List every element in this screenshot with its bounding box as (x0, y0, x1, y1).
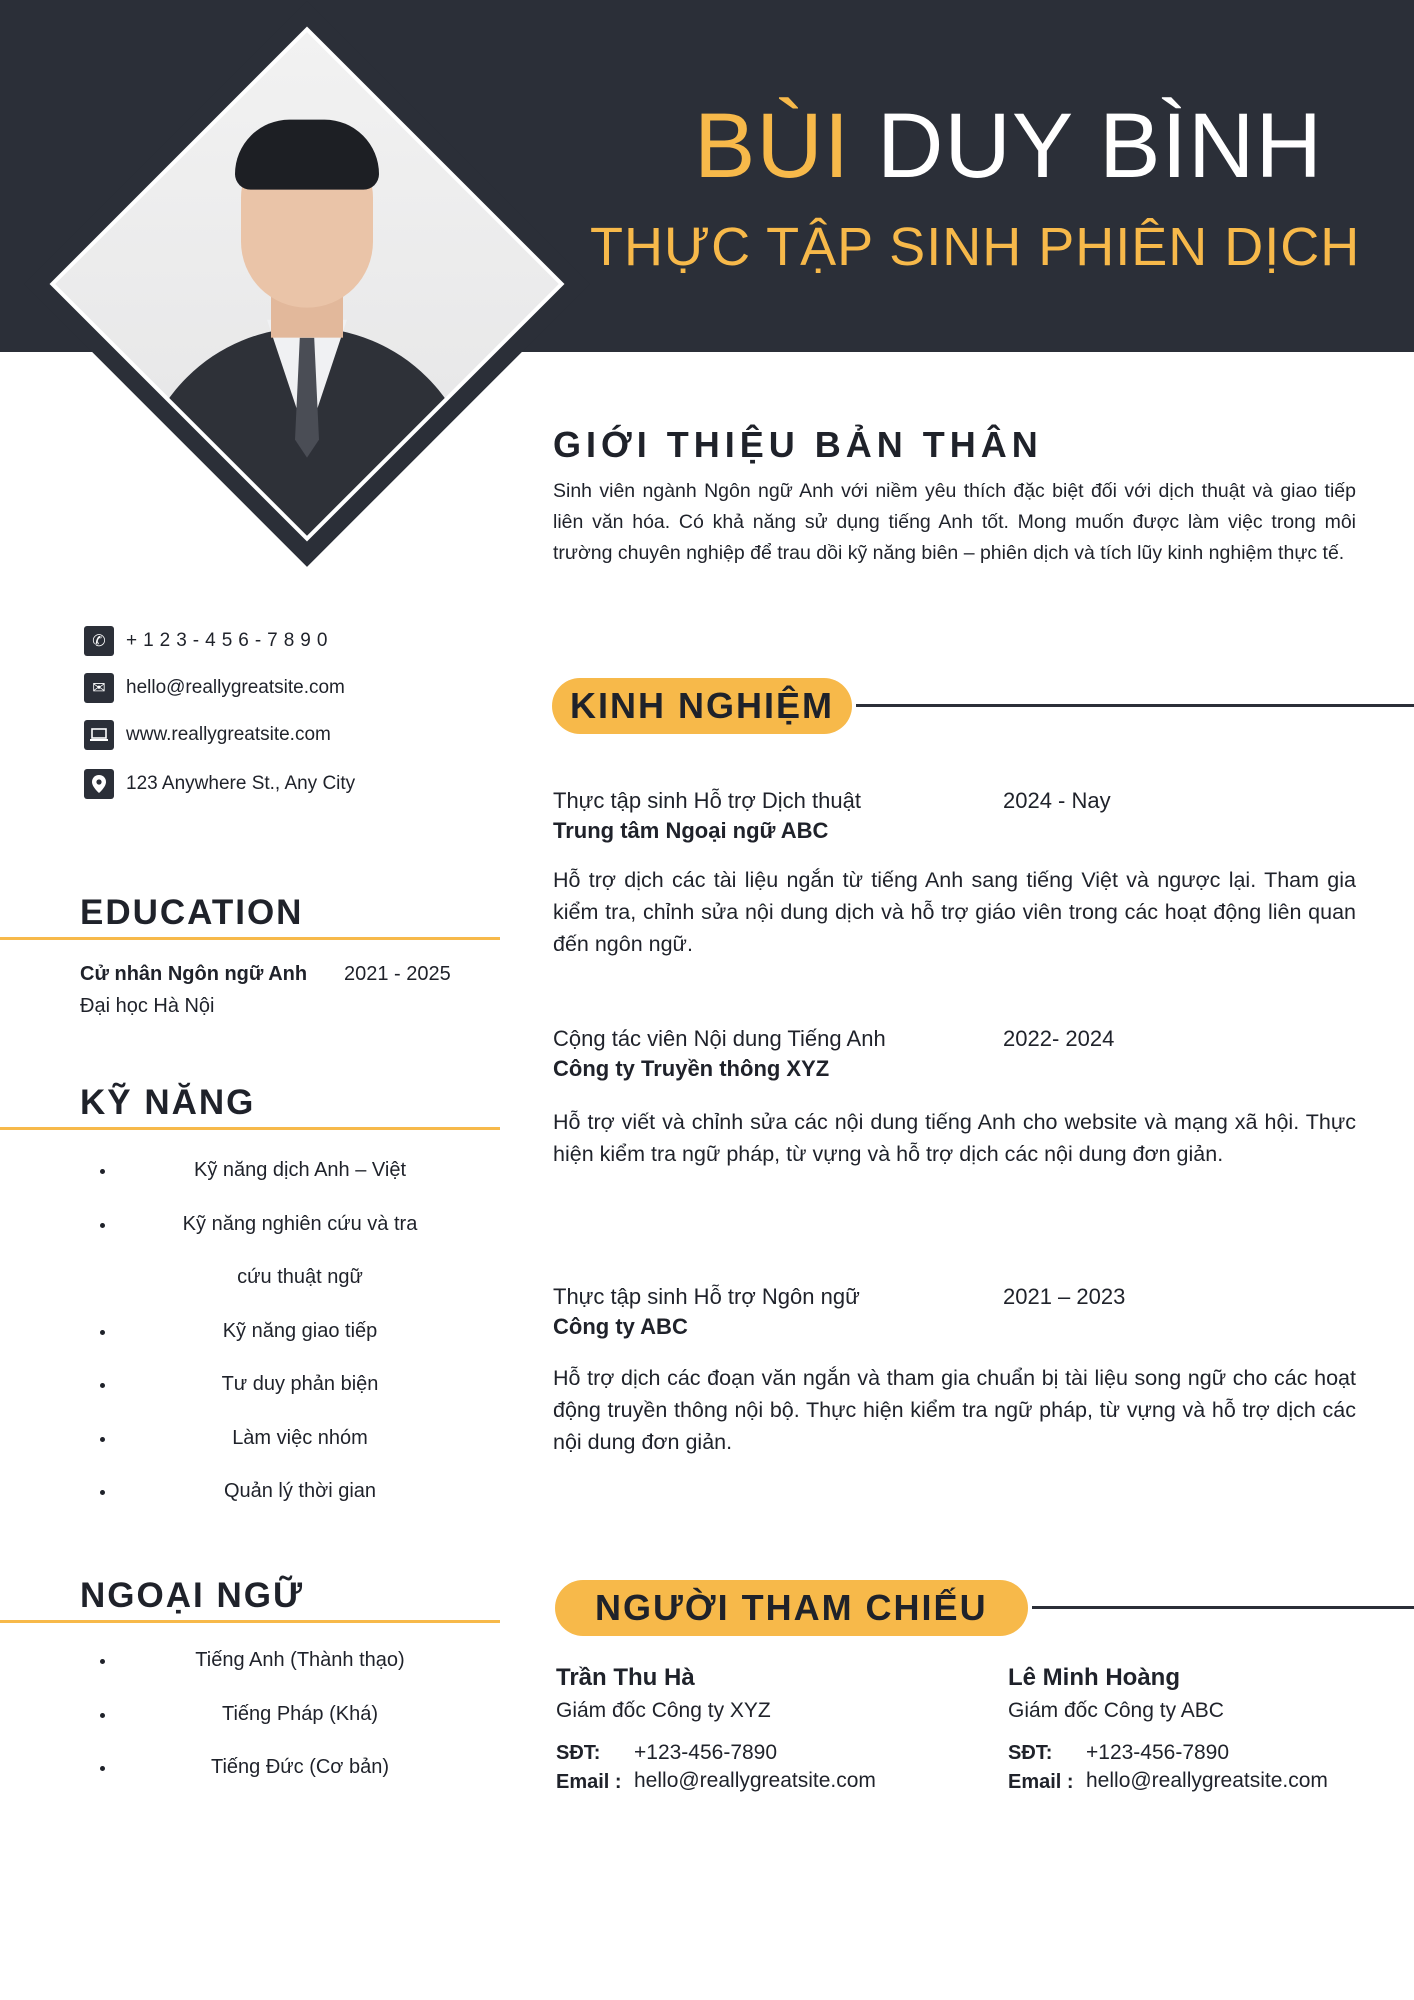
contact-website (84, 719, 331, 751)
reference-email: hello@reallygreatsite.com (1086, 1769, 1328, 1792)
list-item: Làm việc nhóm (80, 1412, 480, 1466)
reference-email-label: Email : (1008, 1771, 1074, 1793)
job-role: Cộng tác viên Nội dung Tiếng Anh (553, 1026, 886, 1051)
education-years: 2021 - 2025 (344, 963, 451, 985)
contact-phone-text: +123-456-7890 (126, 630, 334, 651)
job-years: 2021 – 2023 (1003, 1284, 1126, 1309)
contact-phone (84, 625, 333, 657)
experience-heading: KINH NGHIỆM (552, 678, 852, 734)
list-item: Tiếng Pháp (Khá) (80, 1688, 480, 1742)
list-item: Quản lý thời gian (80, 1465, 480, 1519)
reference-title: Giám đốc Công ty XYZ (556, 1699, 771, 1722)
about-heading: GIỚI THIỆU BẢN THÂN (553, 424, 1043, 465)
job-description: Hỗ trợ dịch các đoạn văn ngắn và tham gia chuẩn bị tài liệu song ngữ cho các hoạt động truyền thông nội bộ. Thực hiện kiểm tra ngữ pháp, từ vựng và hỗ trợ dịch các nội dung đơn giản. (553, 1366, 1356, 1454)
references-rule (1032, 1606, 1414, 1609)
reference-phone-label: SĐT: (1008, 1742, 1053, 1764)
job-title: THỰC TẬP SINH PHIÊN DỊCH (590, 217, 1361, 277)
skills-list (80, 1144, 480, 1519)
skills-heading: KỸ NĂNG (80, 1083, 256, 1122)
first-name: BÙI (694, 95, 851, 197)
job-role: Thực tập sinh Hỗ trợ Dịch thuật (553, 788, 861, 813)
contact-location (84, 768, 355, 800)
list-item: Kỹ năng giao tiếp (80, 1305, 480, 1359)
reference-phone: +123-456-7890 (1086, 1741, 1230, 1764)
about-text: Sinh viên ngành Ngôn ngữ Anh với niềm yêu thích đặc biệt đối với dịch thuật và giao tiếp liên văn hóa. Có khả năng sử dụng tiếng Anh tốt. Mong muốn được làm việc trong môi trường chuyên nghiệp để trau dồi kỹ năng biên – phiên dịch và tích lũy kinh nghiệm thực tế. (553, 480, 1356, 564)
job-years: 2024 - Nay (1003, 788, 1111, 813)
experience-rule (856, 704, 1414, 707)
job-company: Công ty ABC (553, 1314, 688, 1339)
contact-email-text: hello@reallygreatsite.com (126, 677, 345, 698)
list-item: Tiếng Anh (Thành thạo) (80, 1634, 480, 1688)
languages-rule (0, 1620, 500, 1623)
email-icon: ✉ (84, 673, 114, 703)
website-icon (84, 720, 114, 750)
education-school: Đại học Hà Nội (80, 995, 215, 1017)
languages-list (80, 1634, 480, 1795)
job-description: Hỗ trợ viết và chỉnh sửa các nội dung tiếng Anh cho website và mạng xã hội. Thực hiện kiểm tra ngữ pháp, từ vựng và hỗ trợ dịch các nội dung đơn giản. (553, 1110, 1356, 1166)
list-item: Tiếng Đức (Cơ bản) (80, 1741, 480, 1795)
list-item: cứu thuật ngữ (237, 1266, 363, 1288)
education-rule (0, 937, 500, 940)
job-role: Thực tập sinh Hỗ trợ Ngôn ngữ (553, 1284, 860, 1309)
list-item: Tư duy phản biện (80, 1358, 480, 1412)
reference-name: Lê Minh Hoàng (1008, 1664, 1180, 1691)
reference-title: Giám đốc Công ty ABC (1008, 1699, 1224, 1722)
skills-rule (0, 1127, 500, 1130)
contact-location-text: 123 Anywhere St., Any City (126, 773, 356, 794)
education-heading: EDUCATION (80, 893, 304, 932)
phone-icon: ✆ (84, 626, 114, 656)
reference-phone-label: SĐT: (556, 1742, 601, 1764)
job-description: Hỗ trợ dịch các tài liệu ngắn từ tiếng Anh sang tiếng Việt và ngược lại. Tham gia kiểm tra, chỉnh sửa nội dung dịch và hỗ trợ giáo viên trong các hoạt động liên quan đến ngôn ngữ. (553, 868, 1356, 956)
languages-heading: NGOẠI NGỮ (80, 1576, 304, 1615)
job-company: Công ty Truyền thông XYZ (553, 1056, 830, 1081)
education-degree: Cử nhân Ngôn ngữ Anh (80, 963, 308, 985)
job-years: 2022- 2024 (1003, 1026, 1115, 1051)
reference-phone: +123-456-7890 (634, 1741, 778, 1764)
location-icon (84, 769, 114, 799)
contact-website-text: www.reallygreatsite.com (126, 724, 331, 745)
list-item: Kỹ năng nghiên cứu và tra (80, 1198, 480, 1252)
list-item: Kỹ năng dịch Anh – Việt (80, 1144, 480, 1198)
job-company: Trung tâm Ngoại ngữ ABC (553, 818, 829, 843)
references-heading: NGƯỜI THAM CHIẾU (555, 1580, 1028, 1636)
reference-email: hello@reallygreatsite.com (634, 1769, 876, 1792)
candidate-name (694, 94, 1414, 199)
reference-name: Trần Thu Hà (556, 1664, 695, 1691)
reference-email-label: Email : (556, 1771, 622, 1793)
contact-email (84, 672, 345, 704)
last-name: DUY BÌNH (876, 95, 1323, 197)
